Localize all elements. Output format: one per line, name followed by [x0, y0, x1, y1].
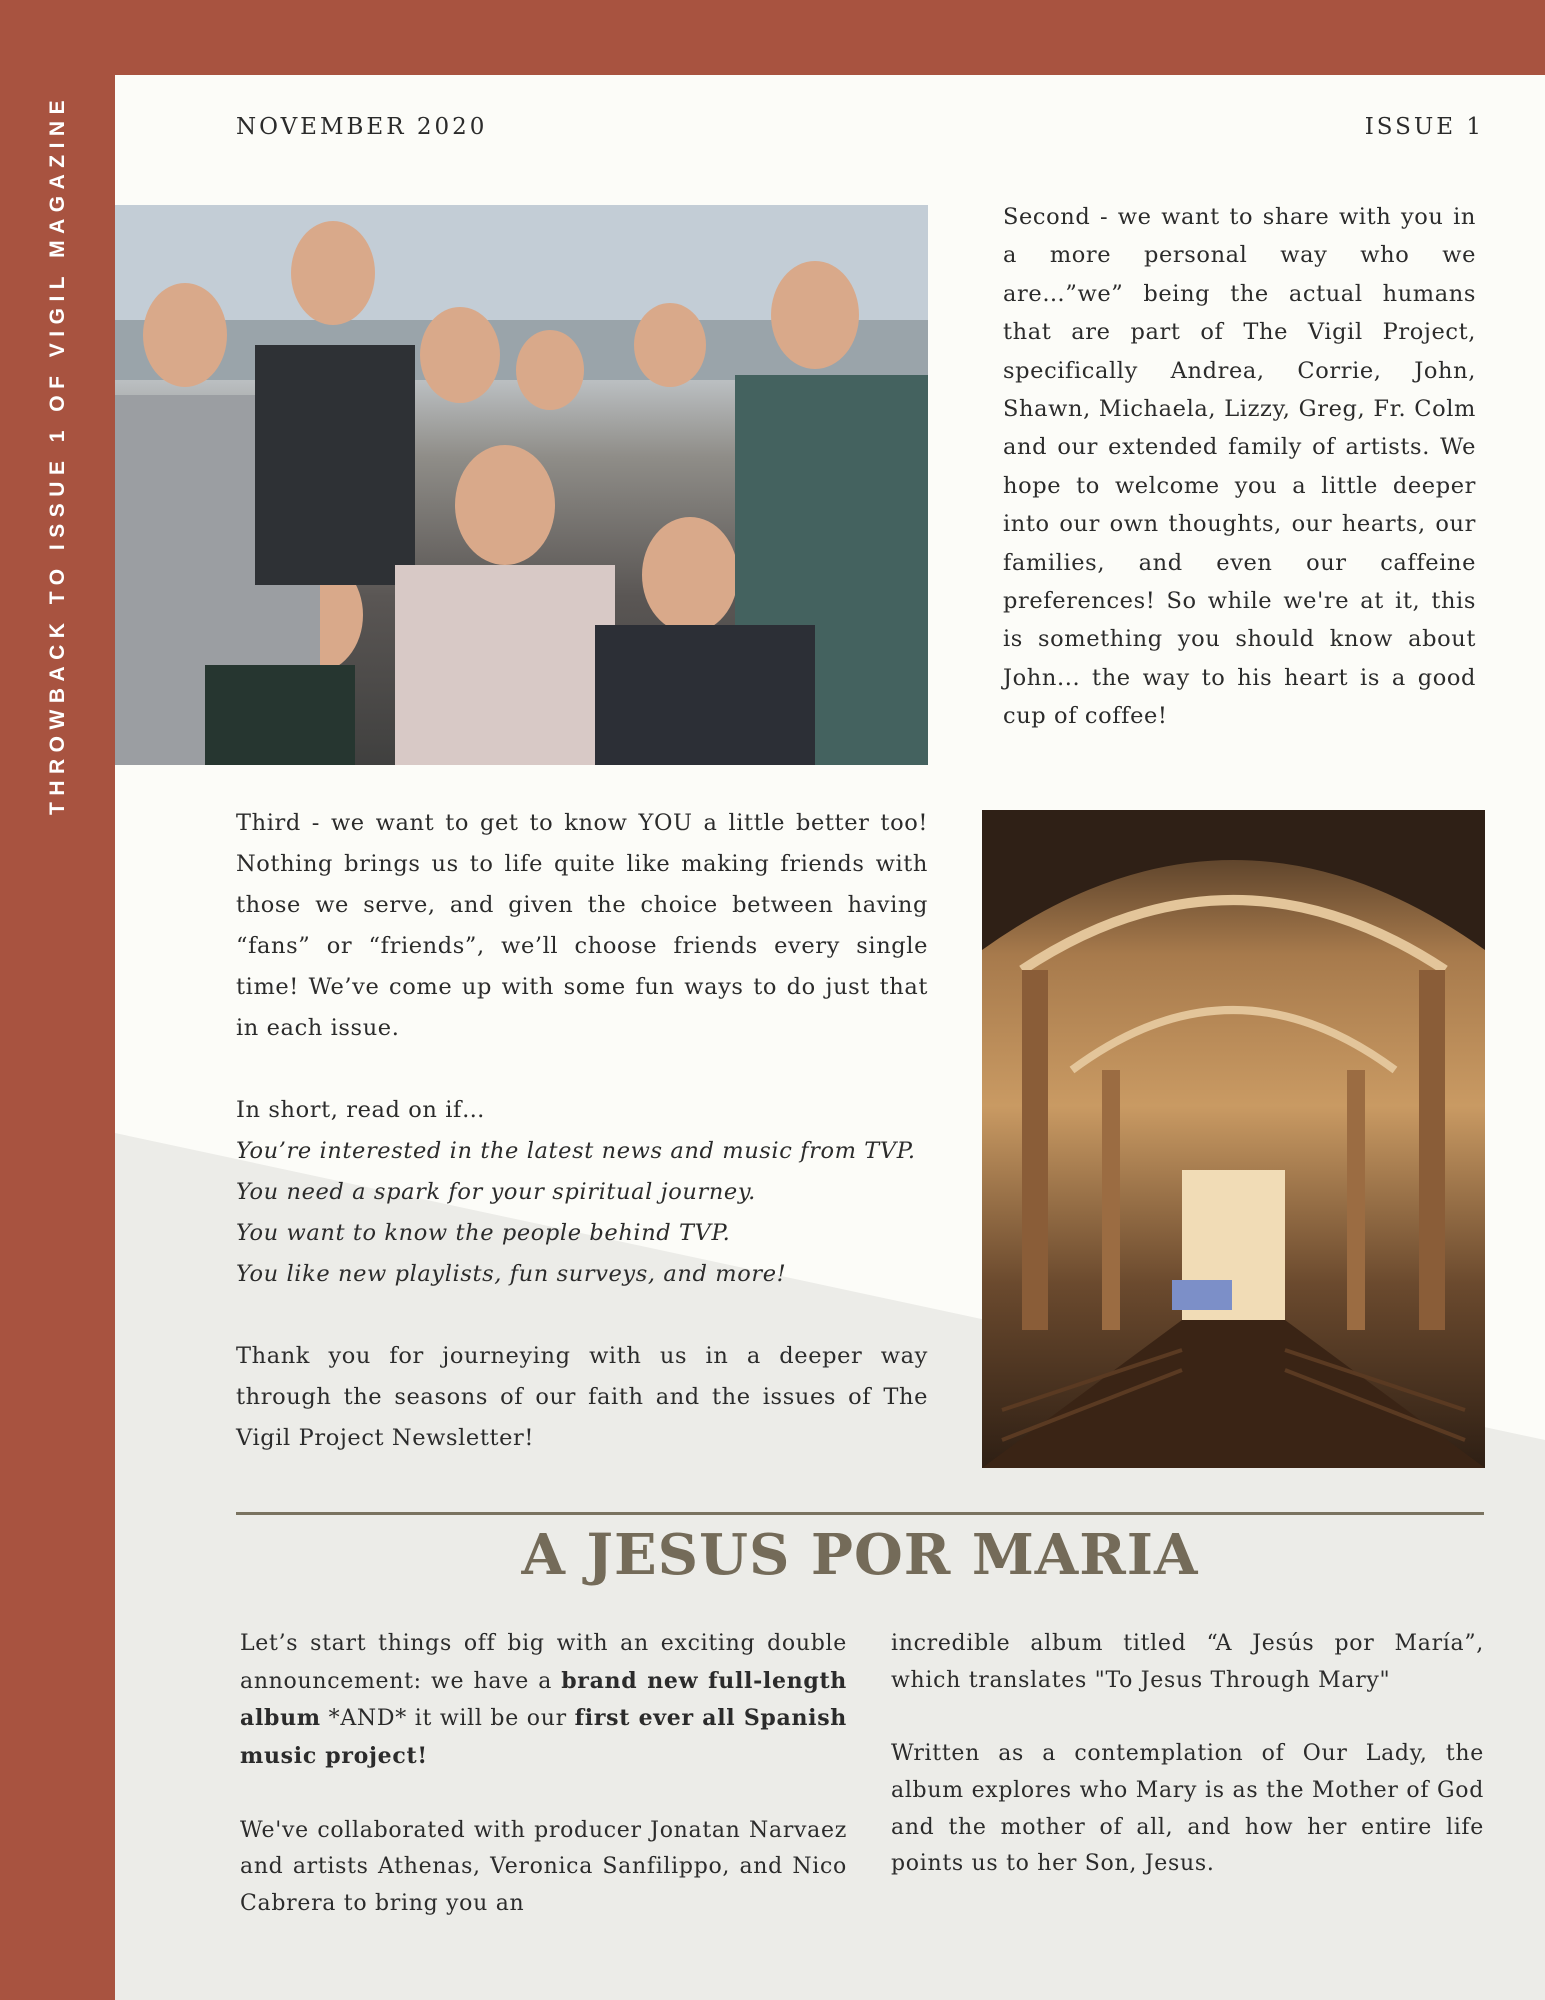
- p1-bold-spanish: first ever all Spanish music project!: [240, 1705, 847, 1770]
- read-on-lead: In short, read on if…: [236, 1097, 486, 1123]
- intro-left-column: [236, 803, 928, 1459]
- p1-text-2: *AND* it will be our: [320, 1706, 575, 1732]
- team-family-photo: [115, 205, 928, 765]
- article-title: A JESUS POR MARIA: [521, 1522, 1199, 1588]
- intro-second-paragraph: Second - we want to share with you in a more personal way who we are…”we” being the actual humans that are part of The Vigil Project, specifically Andrea, Corrie, John, Shawn, Michaela, Lizzy, Greg, Fr. Colm and our extended family of artists. We hope to welcome you a little deeper into our own thoughts, our hearts, our families, and even our caffeine preferences! So while we're at it, this is something you should know about John... the way to his heart is a good cup of coffee!: [1003, 204, 1476, 730]
- issue-date: NOVEMBER 2020: [236, 114, 488, 140]
- article-paragraph-3: incredible album titled “A Jesús por María”, which translates "To Jesus Through Mary": [891, 1631, 1484, 1693]
- top-accent-bar: [0, 0, 1545, 75]
- reason-item: You want to know the people behind TVP.: [236, 1220, 731, 1246]
- reason-item: You like new playlists, fun surveys, and more!: [236, 1261, 787, 1287]
- church-photo-illustration: [982, 810, 1485, 1468]
- article-paragraph-1: [240, 1626, 847, 1776]
- article-paragraph-2: We've collaborated with producer Jonatan Narvaez and artists Athenas, Veronica Sanfilippo, and Nico Cabrera to bring you an: [240, 1817, 847, 1916]
- article-right-column: [891, 1626, 1484, 1883]
- issue-number: ISSUE 1: [1364, 114, 1484, 140]
- intro-third-paragraph: Third - we want to get to know YOU a little better too! Nothing brings us to life quite like making friends with those we serve, and given the choice between having “fans” or “friends”, we’ll choose friends every single time! We’ve come up with some fun ways to do just that in each issue.: [236, 810, 928, 1041]
- section-divider: [236, 1512, 1484, 1515]
- p1-text: Let’s start things off big with an exciting double announcement: we have a: [240, 1631, 847, 1694]
- sidebar-caption: THROWBACK TO ISSUE 1 OF VIGIL MAGAZINE: [46, 93, 69, 815]
- article-paragraph-4: Written as a contemplation of Our Lady, the album explores who Mary is as the Mother of God and the mother of all, and how her entire life points us to her Son, Jesus.: [891, 1741, 1484, 1877]
- thanks-paragraph: Thank you for journeying with us in a deeper way through the seasons of our faith and the issues of The Vigil Project Newsletter!: [236, 1343, 928, 1451]
- reason-item: You need a spark for your spiritual journey.: [236, 1179, 756, 1205]
- side-accent-bar: [0, 0, 115, 2000]
- article-left-column: [240, 1626, 847, 1923]
- reason-item: You’re interested in the latest news and music from TVP.: [236, 1138, 916, 1164]
- team-photo-illustration: [115, 205, 928, 765]
- church-interior-photo: [982, 810, 1485, 1468]
- p1-bold-album: brand new full-length album: [240, 1667, 847, 1732]
